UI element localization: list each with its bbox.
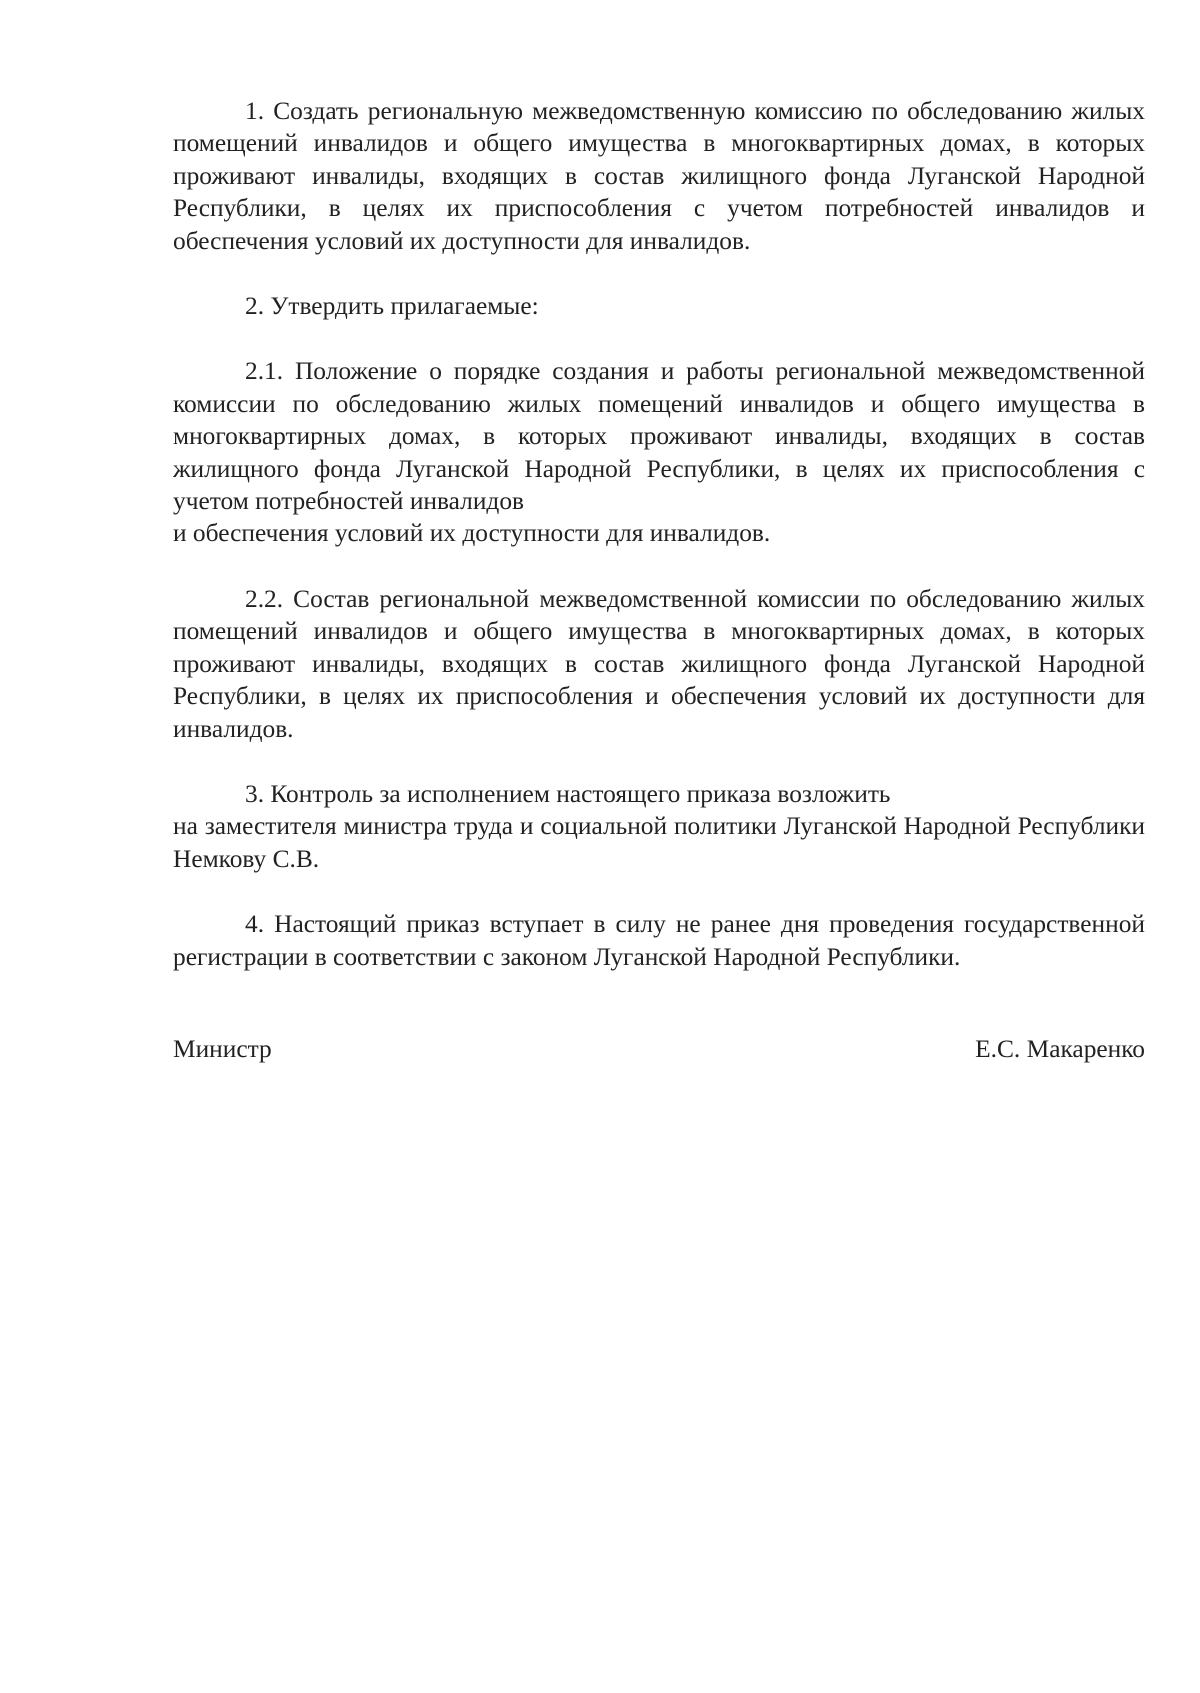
paragraph-2-1 <box>173 355 1145 549</box>
paragraph-2-1-part2: и обеспечения условий их доступности для инвалидов. <box>173 519 771 548</box>
signature-title: Министр <box>173 1034 272 1063</box>
paragraph-4: 4. Настоящий приказ вступает в силу не ранее дня проведения государственной регистрации в соответствии с законом Луганской Народной Республики. <box>173 910 1145 971</box>
paragraph-3-part1: 3. Контроль за исполнением настоящего приказа возложить <box>245 779 891 808</box>
paragraph-3 <box>173 778 1145 875</box>
signature-name: Е.С. Макаренко <box>975 1034 1145 1063</box>
signature-block <box>173 1033 1145 1067</box>
paragraph-2-1-part1: 2.1. Положение о порядке создания и работы региональной межведомственной комиссии по обследованию жилых помещений инвалидов и общего имущества в многоквартирных домах, в которых проживают инвалиды, входящих в состав жилищного фонда Луганской Народной Республики, в целях их приспособления с учетом потребностей инвалидов <box>173 357 1145 516</box>
paragraph-3-part2: на заместителя министра труда и социальной политики Луганской Народной Республики Немкову С.В. <box>173 812 1145 873</box>
paragraph-1: 1. Создать региональную межведомственную комиссию по обследованию жилых помещений инвалидов и общего имущества в многоквартирных домах, в которых проживают инвалиды, входящих в состав жилищного фонда Луганской Народной Республики, в целях их приспособления с учетом потребностей инвалидов и обеспечения условий их доступности для инвалидов. <box>173 97 1145 255</box>
paragraph-2-2: 2.2. Состав региональной межведомственной комиссии по обследованию жилых помещений инвалидов и общего имущества в многоквартирных домах, в которых проживают инвалиды, входящих в состав жилищного фонда Луганской Народной Республики, в целях их приспособления и обеспечения условий их доступности для инвалидов. <box>173 584 1145 743</box>
document-body <box>173 95 1145 1067</box>
paragraph-2: 2. Утвердить прилагаемые: <box>245 292 539 321</box>
